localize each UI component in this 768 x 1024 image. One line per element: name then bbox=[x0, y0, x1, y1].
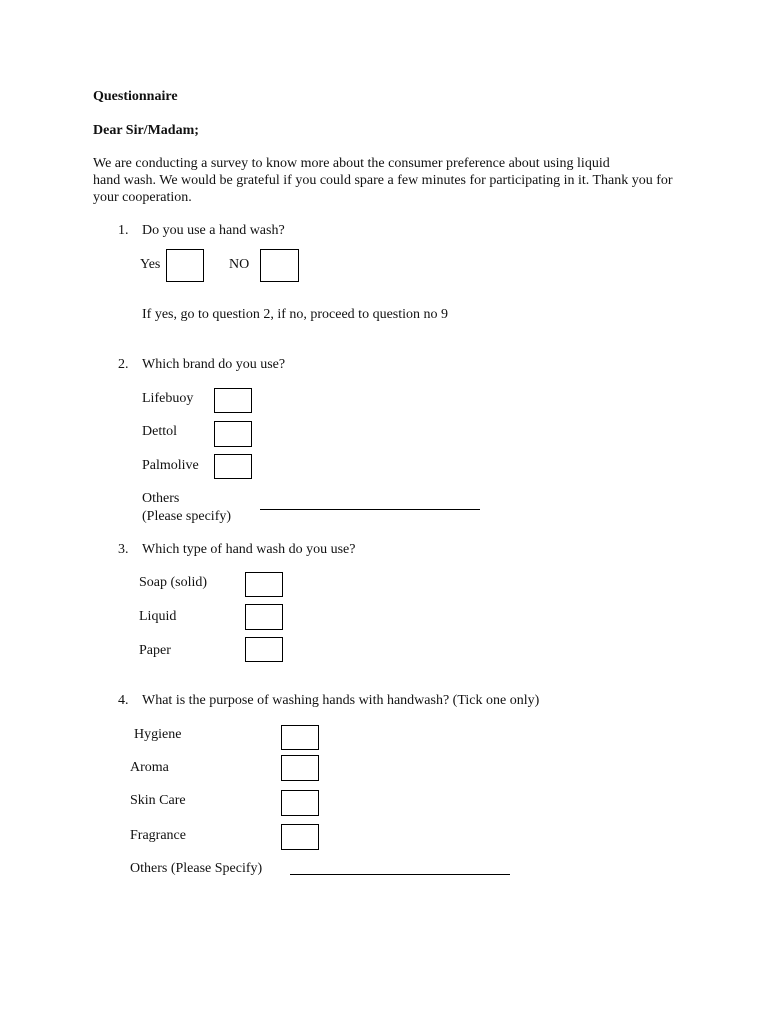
checkbox-lifebuoy[interactable] bbox=[214, 388, 252, 413]
checkbox-aroma[interactable] bbox=[281, 755, 319, 781]
option-label-lifebuoy: Lifebuoy bbox=[142, 391, 194, 406]
option-label-fragrance: Fragrance bbox=[130, 828, 186, 843]
checkbox-dettol[interactable] bbox=[214, 421, 252, 447]
intro-line: your cooperation. bbox=[93, 190, 192, 205]
others-hint: (Please specify) bbox=[142, 509, 232, 524]
question-number: 2. bbox=[118, 357, 129, 372]
checkbox-fragrance[interactable] bbox=[281, 824, 319, 850]
intro-paragraph bbox=[93, 155, 753, 206]
others-label: Others (Please Specify) bbox=[130, 861, 263, 876]
intro-line: hand wash. We would be grateful if you could spare a few minutes for participating in it. Thank you for bbox=[93, 173, 673, 188]
question-number: 1. bbox=[118, 223, 129, 238]
option-label-liquid: Liquid bbox=[139, 609, 177, 624]
intro-line: We are conducting a survey to know more about the consumer preference about using liquid bbox=[93, 156, 610, 171]
question-note: If yes, go to question 2, if no, proceed to question no 9 bbox=[142, 307, 449, 322]
question-number: 4. bbox=[118, 693, 129, 708]
option-label-paper: Paper bbox=[139, 643, 171, 658]
option-label-hygiene: Hygiene bbox=[134, 727, 182, 742]
question-text: Do you use a hand wash? bbox=[142, 223, 285, 238]
others-specify-line[interactable] bbox=[260, 509, 480, 510]
page-title: Questionnaire bbox=[93, 89, 178, 104]
question-number: 3. bbox=[118, 542, 129, 557]
question-text: Which brand do you use? bbox=[142, 357, 286, 372]
others-specify-line[interactable] bbox=[290, 874, 510, 875]
option-label-soap-solid: Soap (solid) bbox=[139, 575, 208, 590]
salutation: Dear Sir/Madam; bbox=[93, 123, 199, 138]
checkbox-yes[interactable] bbox=[166, 249, 204, 282]
question-text: Which type of hand wash do you use? bbox=[142, 542, 356, 557]
checkbox-liquid[interactable] bbox=[245, 604, 283, 630]
option-label-palmolive: Palmolive bbox=[142, 458, 199, 473]
others-label: Others bbox=[142, 491, 180, 506]
checkbox-soap-solid[interactable] bbox=[245, 572, 283, 597]
option-label-dettol: Dettol bbox=[142, 424, 177, 439]
checkbox-paper[interactable] bbox=[245, 637, 283, 662]
option-label-no: NO bbox=[229, 257, 250, 272]
question-text: What is the purpose of washing hands with handwash? (Tick one only) bbox=[142, 693, 540, 708]
checkbox-skin-care[interactable] bbox=[281, 790, 319, 816]
checkbox-hygiene[interactable] bbox=[281, 725, 319, 750]
checkbox-no[interactable] bbox=[260, 249, 299, 282]
option-label-aroma: Aroma bbox=[130, 760, 169, 775]
option-label-yes: Yes bbox=[140, 257, 161, 272]
checkbox-palmolive[interactable] bbox=[214, 454, 252, 479]
option-label-skin-care: Skin Care bbox=[130, 793, 186, 808]
